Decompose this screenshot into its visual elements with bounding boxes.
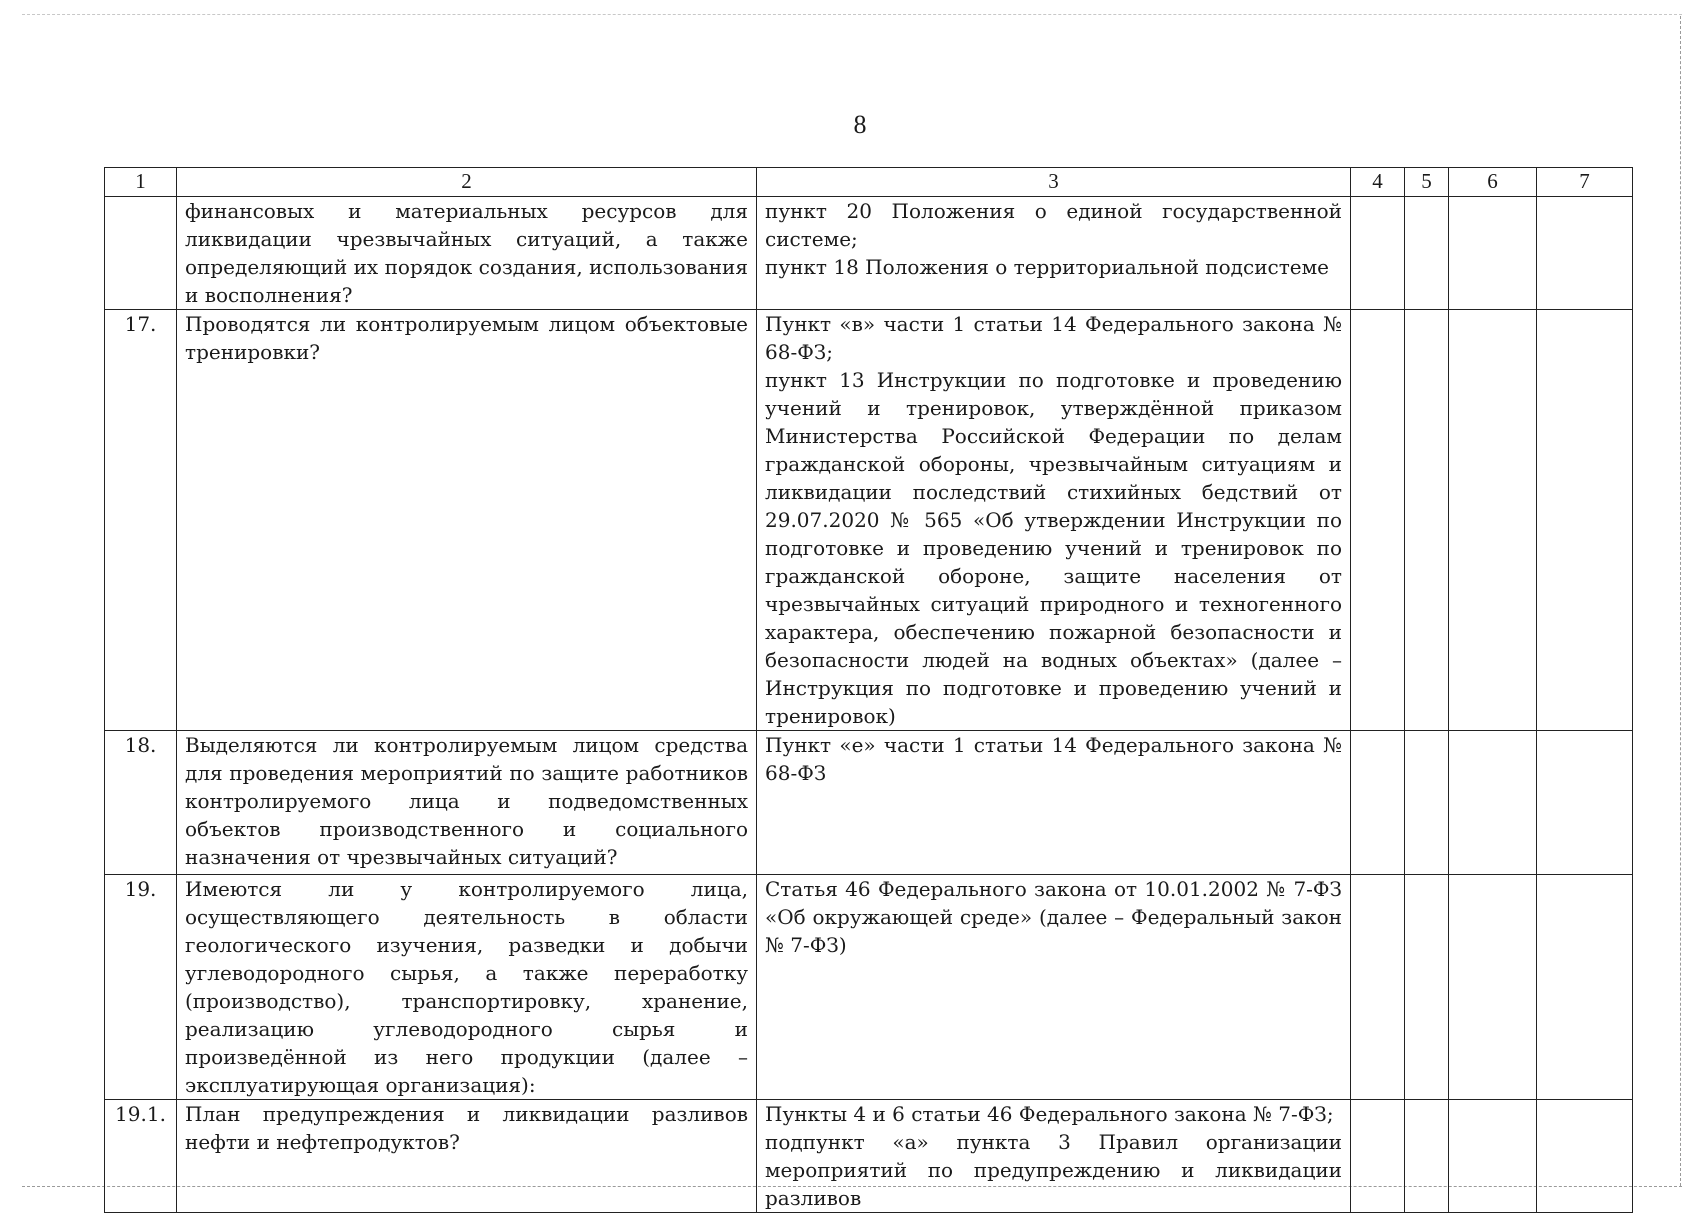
mark-cell-6: [1449, 197, 1537, 310]
reference-line: пункт 18 Положения о территориальной подсистеме: [765, 255, 1330, 279]
mark-cell-7: [1537, 731, 1633, 875]
mark-cell-5: [1405, 731, 1449, 875]
question-text: Имеются ли у контролируемого лица, осуществляющего деятельность в области геологического изучения, разведки и добычи углеводородного сырья, а также переработку (производство), транспортировку, хранение, реализацию углеводородного сырья и произведённой из него продукции (далее – эксплуатирующая организация):: [177, 875, 757, 1100]
mark-cell-5: [1405, 197, 1449, 310]
mark-cell-6: [1449, 731, 1537, 875]
reference-line: Пункт «в» части 1 статьи 14 Федерального закона № 68-ФЗ;: [765, 312, 1342, 364]
mark-cell-6: [1449, 1100, 1537, 1213]
mark-cell-4: [1351, 1100, 1405, 1213]
row-number: 19.: [105, 875, 177, 1100]
mark-cell-5: [1405, 875, 1449, 1100]
mark-cell-4: [1351, 197, 1405, 310]
row-number: 18.: [105, 731, 177, 875]
table-row: [105, 310, 1633, 731]
question-text: финансовых и материальных ресурсов для ликвидации чрезвычайных ситуаций, а также определяющий их порядок создания, использования и восполнения?: [177, 197, 757, 310]
table-row: [105, 731, 1633, 875]
reference-line: пункт 13 Инструкции по подготовке и проведению учений и тренировок, утверждённой приказом Министерства Российской Федерации по делам гражданской обороны, чрезвычайным ситуациям и ликвидации последствий стихийных бедствий от 29.07.2020 № 565 «Об утверждении Инструкции по подготовке и проведению учений и тренировок по гражданской обороне, защите населения от чрезвычайных ситуаций природного и техногенного характера, обеспечению пожарной безопасности и безопасности людей на водных объектах» (далее – Инструкция по подготовке и проведению учений и тренировок): [765, 368, 1342, 728]
scan-right-edge: [1680, 16, 1681, 1186]
reference-line: Пункт «е» части 1 статьи 14 Федерального закона № 68-ФЗ: [765, 733, 1342, 785]
mark-cell-6: [1449, 310, 1537, 731]
reference-line: подпункт «а» пункта 3 Правил организации мероприятий по предупреждению и ликвидации разливов: [765, 1130, 1342, 1210]
question-text: Выделяются ли контролируемым лицом средства для проведения мероприятий по защите работников контролируемого лица и подведомственных объектов производственного и социального назначения от чрезвычайных ситуаций?: [177, 731, 757, 875]
column-header-7: 7: [1537, 168, 1633, 197]
reference-line: Статья 46 Федерального закона от 10.01.2002 № 7-ФЗ «Об окружающей среде» (далее – Федеральный закон № 7-ФЗ): [765, 877, 1342, 957]
page-number: 8: [853, 110, 867, 139]
table-row: [105, 875, 1633, 1100]
legal-reference: [757, 731, 1351, 875]
legal-reference: [757, 1100, 1351, 1213]
column-header-2: 2: [177, 168, 757, 197]
mark-cell-7: [1537, 197, 1633, 310]
mark-cell-7: [1537, 1100, 1633, 1213]
scan-top-edge: [22, 14, 1682, 15]
table-row: [105, 197, 1633, 310]
mark-cell-4: [1351, 310, 1405, 731]
row-number: [105, 197, 177, 310]
reference-line: Пункты 4 и 6 статьи 46 Федерального закона № 7-ФЗ;: [765, 1102, 1334, 1126]
legal-reference: [757, 875, 1351, 1100]
mark-cell-6: [1449, 875, 1537, 1100]
column-header-6: 6: [1449, 168, 1537, 197]
column-header-1: 1: [105, 168, 177, 197]
table-row: [105, 1100, 1633, 1213]
checklist-table: [104, 167, 1633, 1213]
header-row: [105, 168, 1633, 197]
column-header-4: 4: [1351, 168, 1405, 197]
reference-line: пункт 20 Положения о единой государственной системе;: [765, 199, 1342, 251]
question-text: Проводятся ли контролируемым лицом объектовые тренировки?: [177, 310, 757, 731]
question-text: План предупреждения и ликвидации разливов нефти и нефтепродуктов?: [177, 1100, 757, 1213]
mark-cell-5: [1405, 1100, 1449, 1213]
row-number: 17.: [105, 310, 177, 731]
column-header-5: 5: [1405, 168, 1449, 197]
legal-reference: [757, 197, 1351, 310]
mark-cell-7: [1537, 875, 1633, 1100]
mark-cell-7: [1537, 310, 1633, 731]
mark-cell-4: [1351, 875, 1405, 1100]
mark-cell-4: [1351, 731, 1405, 875]
row-number: 19.1.: [105, 1100, 177, 1213]
legal-reference: [757, 310, 1351, 731]
column-header-3: 3: [757, 168, 1351, 197]
mark-cell-5: [1405, 310, 1449, 731]
